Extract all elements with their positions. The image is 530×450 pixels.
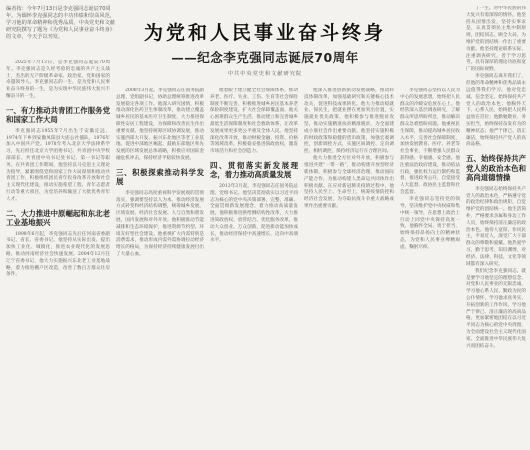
- subtitle: ——纪念李克强同志诞辰70周年: [171, 50, 359, 65]
- paragraph: 2025年7月13日，是李克强同志诞辰70周年。李克强同志是久经考验的忠诚的共产主义战士，杰出的无产阶级革命家、政治家，党和国家的卓越领导人。李克强同志的一生，是为党和人民事业奋斗终身的一生，是为实现中华民族伟大复兴不懈奋斗的一生。: [6, 60, 110, 99]
- paragraph: 2013年3月起，李克强同志任国务院总理、党组书记。他坚决贯彻落实以习近平同志为核心的党中央决策部署，完整、准确、全面贯彻新发展理念，着力推动高质量发展。他积极推进供给侧结构性改革，大力推进简政放权、放管结合、优化服务改革，推动大众创业、万众创新，促进新动能加快成长，推动经济保持中高速增长、迈向中高端水平。: [210, 183, 298, 244]
- paragraph: 他深入推进创新驱动发展战略，推动科技体制改革，加强基础研究和关键核心技术攻关，促进科技成果转化。他大力推动稳就业、保民生，把就业摆在更加突出位置，实施就业优先政策。他积极参与推进脱贫攻坚，推动实施精准扶贫精准脱贫，为全面建成小康社会作出重要贡献。他坚持实施积极的财政政策和稳健的货币政策，加强宏观调控，创新调控方式，实施区间调控、定向调控、相机调控，保持经济运行在合理区间。: [304, 88, 394, 155]
- paragraph: 李克强同志坚持以人民为中心的发展思想，始终把人民群众的冷暖安危放在心上。他经常深入基层调查研究，了解群众所思所盼所急，推动解决群众急难愁盼问题。他重视民生保障，推动提高城乡居民收入水平，完善社会保障制度，加快发展教育、医疗、养老等社会事业，不断增强人民群众获得感、幸福感、安全感。他注重法治政府建设，推动依法行政，强化权力运行制约和监督，推进政务公开，自觉接受人大监督、政协民主监督和社会监督。: [400, 88, 460, 195]
- byline: 中共中央党史和文献研究院: [227, 71, 303, 77]
- section-heading-5: 五、始终保持共产党人的政治本色和高尚道德情操: [466, 154, 526, 183]
- paragraph: 1998年6月起，李克强同志先后任河南省委副书记、省长、省委书记。他坚持从实际出发，提出加快工业化、城镇化，推进农业现代化的发展思路，推动河南经济社会快速发展。2004年12月任辽宁省委书记，他大力实施振兴东北老工业基地战略，着力推进棚户区改造，改善了数百万群众住房条件。: [6, 231, 110, 278]
- column-1: [6, 60, 110, 446]
- column-5: [400, 88, 460, 446]
- paragraph: 他大力推进全方位对外开放，积极参与推进共建“一带一路”，推动构建开放型经济新体制，积极参与全球经济治理，推动国际产能合作，为推动构建人类命运共同体作出积极贡献。在应对新冠肺炎疫情过程中，他坚持人民至上、生命至上，统筹疫情防控和经济社会发展，为夺取抗疫斗争重大战略成果作出重要贡献。: [304, 156, 394, 210]
- column-4: [304, 88, 394, 446]
- column-2: [116, 88, 204, 446]
- section-heading-4: 四、贯彻落实新发展理念，着力推动高质量发展: [210, 160, 298, 180]
- paragraph: 李克强同志始终保持共产党人的政治本色，严格遵守党的政治纪律和政治规矩，自觉维护党的团结统一。他生活简朴，严格要求亲属和身边工作人员，始终保持清正廉洁的政治本色。他待人宽厚，作风民主，平易近人，深受广大干部群众的尊敬和爱戴。他热爱学习，勤于思考，知识渊博，对经济、法律、科技、文化等领域都有深入研究。: [466, 186, 526, 267]
- paragraph: 李克强同志离开我们了，但他的革命精神和优秀品质永远值得我们学习。他对党忠诚、信念坚定，始终保持共产党人的政治本色；他胸怀天下、心系人民，始终把人民利益放在首位；他勤勉敬业、务实担当，始终保持奋发有为的精神状态；他严于律己、清正廉洁，始终保持共产党人的高尚品格。: [466, 74, 526, 148]
- column-3: [210, 88, 298, 446]
- headline: 为党和人民事业奋斗终身: [143, 22, 386, 44]
- paragraph: 李克强同志坚持党的领导，坚决维护党中央权威和集中统一领导，在思想上政治上行动上同党中央保持高度一致。他胸怀全局、勇于担当，始终保持昂扬向上的精神状态，为党和人民事业殚精竭虑、鞠躬尽瘁。: [400, 197, 460, 250]
- column-6: [466, 6, 526, 446]
- editor-note: 编者按：今年7月13日是李克强同志诞辰70周年。为缅怀李克强同志的丰功伟绩和崇高风范，学习他的革命精神和优秀品质，中央党史和文献研究院撰写了题为《为党和人民事业奋斗终身》的文章，今天予以刊发。: [6, 6, 115, 40]
- section-heading-3: 三、积极探索推动科学发展: [116, 167, 204, 187]
- paragraph: 李克强同志1955年7月出生于安徽定远，1974年下乡到安徽凤阳县大庙公社插队，1976年加入中国共产党。1978年考入北京大学法律系学习，先后担任北京大学团委书记、共青团中央学校部部长、共青团中央书记处书记、第一书记等职务。在共青团工作期间，他坚持以马克思主义理论为指导，紧紧围绕党和国家工作大局谋划和推动共青团工作，积极组织团员青年投身改革开放和社会主义现代化建设，推动实施希望工程、青年志愿者行动等重大项目，为党培养和输送了大批优秀青年人才。: [6, 128, 110, 202]
- section-heading-2: 二、大力推进中原崛起和东北老工业基地振兴: [6, 208, 110, 228]
- paragraph: 他着眼于建立健全社会保障体系，推动养老、医疗、失业、工伤、生育等社会保险制度不断完善，积极推进城乡居民基本养老保险制度建设，扩大社会保障覆盖面。他关心困难群众生产生活，推动建立和完善城乡最低生活保障制度和社会救助体系，让改革发展成果更多更公平惠及全体人民。他坚持深化改革开放，推动财税金融、投资、价格等领域改革，积极稳妥推进简政放权，激发市场活力和社会创造力。: [210, 88, 298, 155]
- paragraph: 了一生。对中华民族的伟大复兴有着深厚的情怀。他坚持从国情出发，坚持实事求是，认真贯彻民主集中制原则，团结同志，顾全大局，为维护党的团结统一作出了重要贡献。他坚持理论联系实际，注重调查研究，善于学习思考，具有深厚的理论功底和宽广的国际视野。: [466, 6, 526, 73]
- section-heading-1: 一、有力推动共青团工作服务党和国家工作大局: [6, 105, 110, 125]
- paragraph: 2008年3月起，李克强同志任国务院副总理、党组副书记，协助总理统筹推进改革发展稳定各项工作。他深入研究国情，积极推动深化医药卫生体制改革，推动建立覆盖城乡居民的基本医疗卫生制度，大力推进保障性安居工程建设，为保障和改善民生作出重要贡献。他坚持统筹区域协调发展，推动实施西部大开发、振兴东北地区等老工业基地、促进中部地区崛起、鼓励东部地区率先发展的区域发展总体战略，积极应对国际金融危机冲击，保持经济平稳较快发展。: [116, 88, 204, 161]
- paragraph: 李克强同志高度重视科学发展观的贯彻落实，强调要坚持以人为本，推动经济发展方式转变和经济结构调整，统筹城乡发展、区域发展、经济社会发展、人与自然和谐发展、国内发展和对外开放。他积极推动节能减排和生态环境保护，推进资源节约型、环境友好型社会建设。他重视扩大内需特别是消费需求，推动形成内需外需协调拉动经济增长的格局，为保持经济持续健康发展付出了大量心血。: [116, 190, 204, 257]
- paragraph: 我们纪念李克强同志，就是要学习他坚定的理想信念、对党和人民事业的无限忠诚，学习他心系人民、勤政为民的公仆情怀，学习他求真务实、开拓创新的工作作风，学习他严于律己、清正廉洁的高尚品格，更加紧密地团结在以习近平同志为核心的党中央周围，为全面建设社会主义现代化国家、全面推进中华民族伟大复兴而团结奋斗。: [466, 268, 526, 349]
